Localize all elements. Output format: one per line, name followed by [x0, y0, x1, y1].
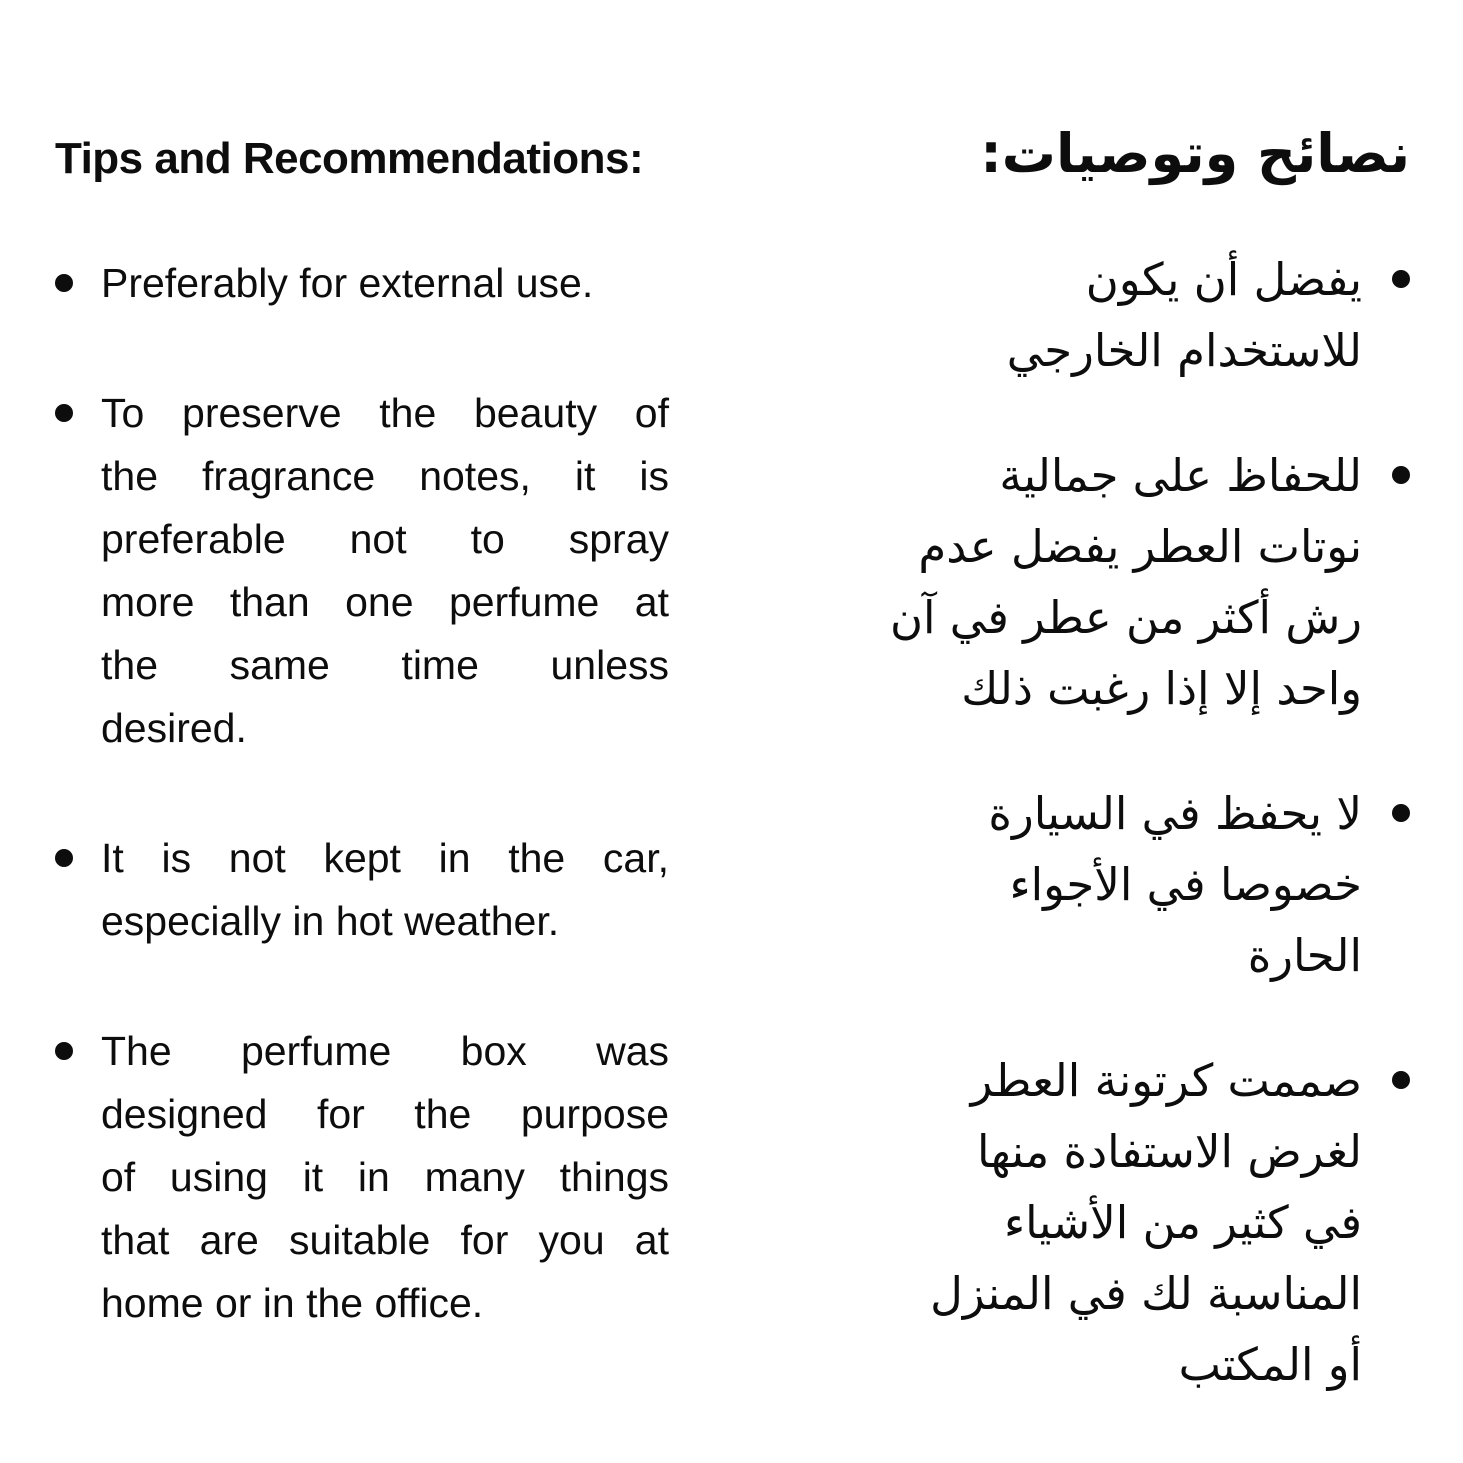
text-line: home or in the office.	[101, 1280, 484, 1326]
text-line: في كثير من الأشياء	[1003, 1196, 1362, 1249]
list-item	[55, 1020, 669, 1335]
bullet-icon	[1392, 804, 1410, 822]
item-text	[101, 382, 669, 760]
bullet-icon	[55, 849, 73, 867]
arabic-heading: نصائح وتوصيات:	[980, 122, 1410, 185]
text-line: رش أكثر من عطر في آن	[889, 591, 1362, 644]
bullet-icon	[55, 274, 73, 292]
item-text	[823, 1045, 1362, 1400]
text-line: المناسبة لك في المنزل	[930, 1267, 1362, 1320]
list-item	[55, 827, 669, 953]
item-text	[823, 440, 1362, 724]
text-line: preferable not to spray	[101, 516, 669, 562]
text-line: لغرض الاستفادة منها	[977, 1125, 1362, 1178]
text-line: Preferably for external use.	[101, 260, 594, 306]
bullet-icon	[1392, 270, 1410, 288]
text-line: the same time unless	[101, 642, 669, 688]
text-line: للاستخدام الخارجي	[1006, 324, 1362, 377]
text-line: خصوصا في الأجواء	[1009, 858, 1362, 911]
text-line: صممت كرتونة العطر	[970, 1054, 1362, 1107]
text-line: It is not kept in the car,	[101, 835, 669, 881]
text-line: نوتات العطر يفضل عدم	[918, 520, 1362, 573]
list-item	[55, 252, 669, 315]
item-text	[101, 1020, 669, 1335]
text-line: the fragrance notes, it is	[101, 453, 669, 499]
text-line: لا يحفظ في السيارة	[988, 787, 1362, 840]
item-text	[101, 827, 669, 953]
english-section	[55, 130, 669, 1402]
text-line: designed for the purpose	[101, 1091, 669, 1137]
item-text	[823, 778, 1362, 991]
list-item	[823, 440, 1410, 724]
text-line: The perfume box was	[101, 1028, 669, 1074]
text-line: that are suitable for you at	[101, 1217, 669, 1263]
bullet-icon	[1392, 466, 1410, 484]
text-line: واحد إلا إذا رغبت ذلك	[961, 662, 1362, 715]
bullet-icon	[55, 404, 73, 422]
arabic-section	[823, 118, 1410, 1454]
item-text	[823, 244, 1362, 386]
text-line: يفضل أن يكون	[1085, 253, 1362, 306]
text-line: more than one perfume at	[101, 579, 669, 625]
list-item	[823, 1045, 1410, 1400]
list-item	[823, 244, 1410, 386]
text-line: of using it in many things	[101, 1154, 669, 1200]
list-item	[823, 778, 1410, 991]
text-line: desired.	[101, 705, 247, 751]
text-line: أو المكتب	[1178, 1338, 1362, 1391]
item-text	[101, 252, 669, 315]
text-line: especially in hot weather.	[101, 898, 560, 944]
list-item	[55, 382, 669, 760]
english-heading: Tips and Recommendations:	[55, 134, 644, 183]
text-line: To preserve the beauty of	[101, 390, 669, 436]
text-line: للحفاظ على جمالية	[999, 449, 1362, 502]
text-line: الحارة	[1247, 929, 1362, 982]
bullet-icon	[55, 1042, 73, 1060]
bullet-icon	[1392, 1071, 1410, 1089]
